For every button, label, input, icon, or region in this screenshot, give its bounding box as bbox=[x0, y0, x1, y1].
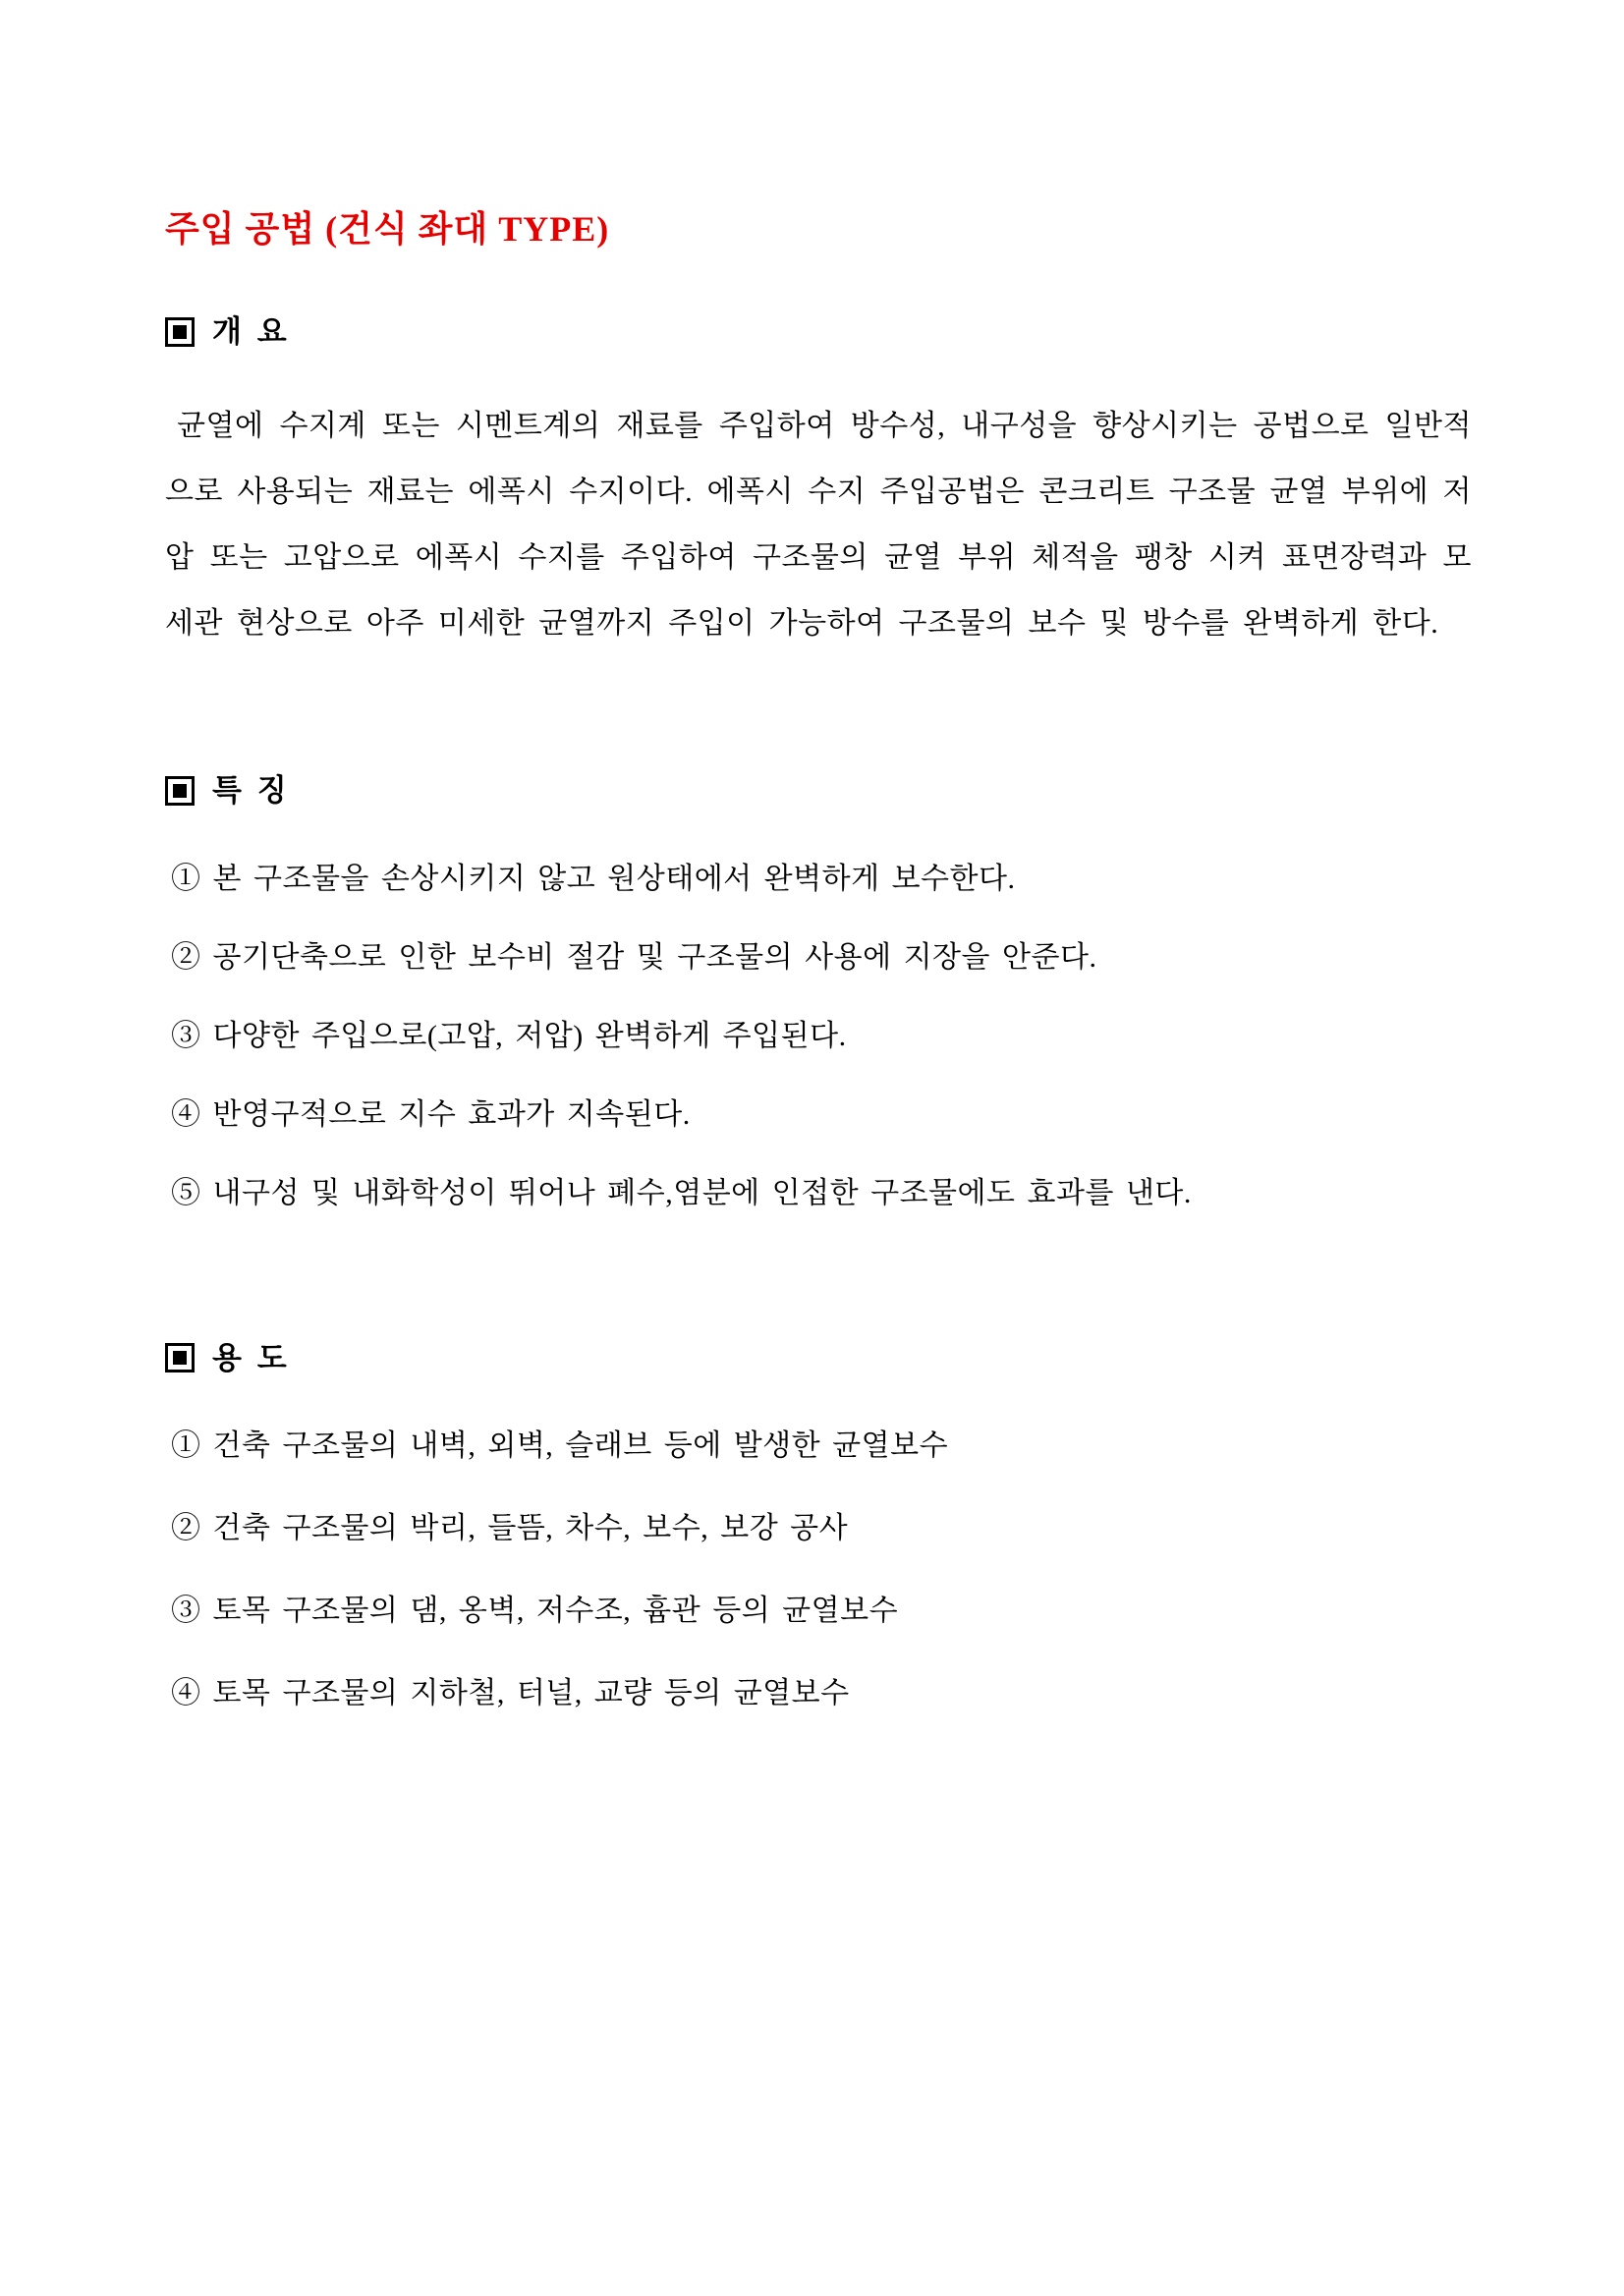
square-bullet-icon bbox=[165, 317, 195, 347]
uses-list bbox=[165, 1428, 1467, 1712]
overview-paragraph: 균열에 수지계 또는 시멘트계의 재료를 주입하여 방수성, 내구성을 향상시키는 공법으로 일반적으로 사용되는 재료는 에폭시 수지이다. 에폭시 수지 주입공법은 콘크리트 구조물 균열 부위에 저압 또는 고압으로 에폭시 수지를 주입하여 구조물의 균열 부위 체적을 팽창 시켜 표면장력과 모세관 현상으로 아주 미세한 균열까지 주입이 가능하여 구조물의 보수 및 방수를 완벽하게 한다. bbox=[165, 410, 1472, 641]
feature-item: ④ 반영구적으로 지수 효과가 지속된다. bbox=[171, 1097, 691, 1131]
document-title: 주입 공법 (건식 좌대 TYPE) bbox=[165, 209, 610, 249]
square-bullet-inner-icon bbox=[173, 784, 187, 798]
feature-item: ⑤ 내구성 및 내화학성이 뛰어나 폐수,염분에 인접한 구조물에도 효과를 낸다. bbox=[171, 1176, 1192, 1209]
overview-heading-row bbox=[165, 313, 1467, 350]
section-overview bbox=[165, 313, 1472, 656]
square-bullet-icon bbox=[165, 1343, 195, 1372]
features-list bbox=[165, 861, 1467, 1212]
uses-heading-row bbox=[165, 1340, 1467, 1376]
features-heading: 특 징 bbox=[212, 773, 291, 809]
feature-item: ② 공기단축으로 인한 보수비 절감 및 구조물의 사용에 지장을 안준다. bbox=[171, 940, 1097, 974]
square-bullet-inner-icon bbox=[173, 1351, 187, 1365]
section-features bbox=[165, 772, 1467, 1211]
uses-heading: 용 도 bbox=[212, 1340, 291, 1375]
overview-heading: 개 요 bbox=[212, 314, 291, 350]
feature-item: ③ 다양한 주입으로(고압, 저압) 완벽하게 주입된다. bbox=[171, 1019, 847, 1052]
square-bullet-inner-icon bbox=[173, 325, 187, 339]
feature-item: ① 본 구조물을 손상시키지 않고 원상태에서 완벽하게 보수한다. bbox=[171, 862, 1016, 895]
square-bullet-icon bbox=[165, 776, 195, 806]
use-item: ① 건축 구조물의 내벽, 외벽, 슬래브 등에 발생한 균열보수 bbox=[171, 1428, 949, 1462]
use-item: ③ 토목 구조물의 댐, 옹벽, 저수조, 흄관 등의 균열보수 bbox=[171, 1594, 899, 1627]
use-item: ④ 토목 구조물의 지하철, 터널, 교량 등의 균열보수 bbox=[171, 1676, 850, 1709]
section-uses bbox=[165, 1340, 1467, 1712]
use-item: ② 건축 구조물의 박리, 들뜸, 차수, 보수, 보강 공사 bbox=[171, 1511, 849, 1544]
features-heading-row bbox=[165, 772, 1467, 809]
